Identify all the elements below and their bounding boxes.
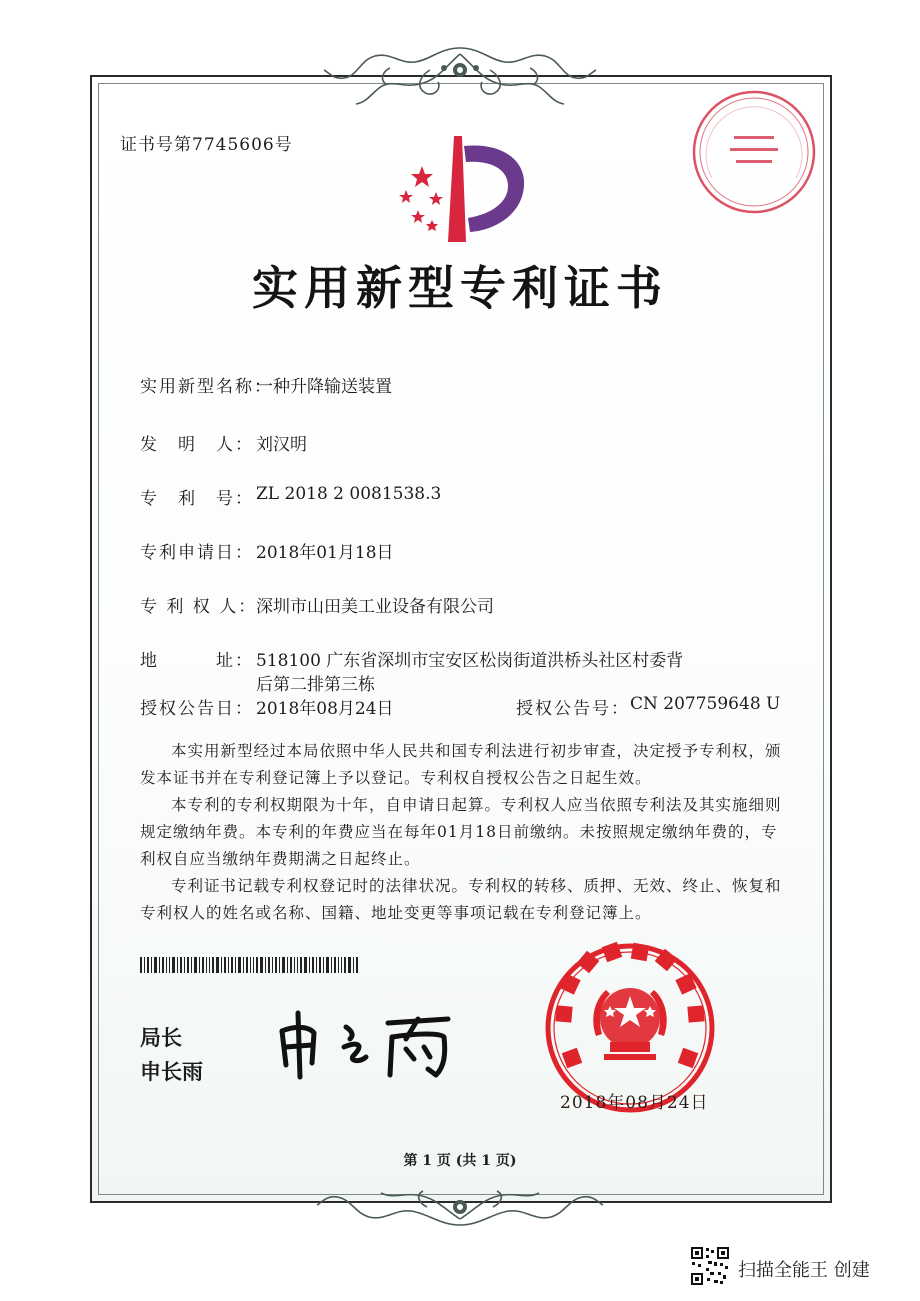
address-line-2: 后第二排第三栋 [256,675,375,695]
barcode-icon [140,957,360,973]
top-ornament-icon [320,40,600,110]
qr-code-icon [690,1246,730,1286]
address-label: 地 址： [140,651,254,671]
body-paragraph-1: 本实用新型经过本局依照中华人民共和国专利法进行初步审查，决定授予专利权，颁发本证书并在专利登记簿上予以登记。专利权自授权公告之日起生效。 [140,742,782,787]
patentee-value: 深圳市山田美工业设备有限公司 [256,597,494,617]
grant-date-value: 2018年08月24日 [256,699,394,719]
certificate-title: 实用新型专利证书 [252,261,668,315]
patent-number-label: 专 利 号： [140,489,254,509]
utility-model-name-value: 一种升降输送装置 [256,377,392,397]
tax-stamp-seal-icon [690,88,818,216]
address-line-1: 518100 广东省深圳市宝安区松岗街道洪桥头社区村委背 [256,651,684,671]
grant-number-label: 授权公告号： [516,699,630,719]
handwritten-signature-icon [268,1005,468,1080]
grant-date-label: 授权公告日： [140,699,254,719]
seal-date: 2018年08月24日 [560,1093,709,1113]
bottom-ornament-icon [315,1185,605,1240]
page-number: 第 1 页 (共 1 页) [403,1153,517,1169]
cnipa-logo-icon [392,132,532,244]
utility-model-name-label: 实用新型名称： [140,377,273,397]
inventor-value: 刘汉明 [256,435,307,455]
certificate-number: 证书号第7745606号 [120,135,293,155]
signatory-name: 申长雨 [140,1060,203,1084]
signatory-role: 局长 [140,1026,182,1050]
filing-date-label: 专利申请日： [140,543,254,563]
body-paragraph-2: 本专利的专利权期限为十年，自申请日起算。专利权人应当依照专利法及其实施细则规定缴纳年费。本专利的年费应当在每年01月18日前缴纳。未按照规定缴纳年费的，专利权自应当缴纳年费期满之日起终止。 [140,796,782,868]
patent-number-value: ZL 2018 2 0081538.3 [256,484,442,504]
body-paragraph-3: 专利证书记载专利权登记时的法律状况。专利权的转移、质押、无效、终止、恢复和专利权人的姓名或名称、国籍、地址变更等事项记载在专利登记簿上。 [140,877,782,922]
filing-date-value: 2018年01月18日 [256,543,394,563]
inventor-label: 发 明 人： [140,435,254,455]
grant-number-value: CN 207759648 U [630,694,781,714]
patentee-label: 专 利 权 人： [140,597,258,617]
scanner-watermark: 扫描全能王 创建 [738,1260,870,1281]
